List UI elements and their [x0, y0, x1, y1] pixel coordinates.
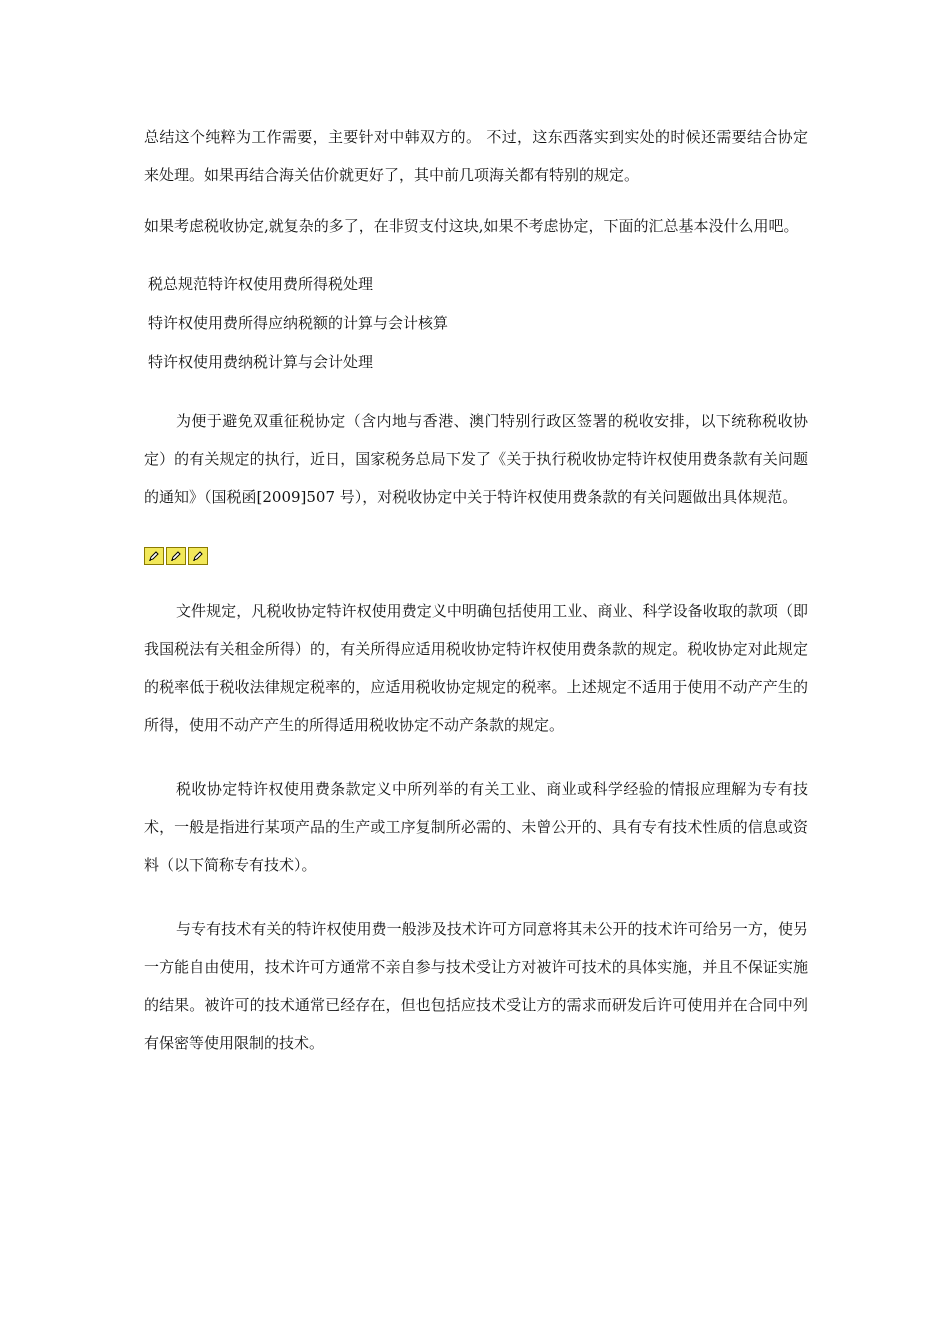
pencil-icon[interactable] [166, 547, 186, 565]
pencil-icon[interactable] [188, 547, 208, 565]
icon-row [144, 546, 808, 566]
document-page [144, 118, 808, 1062]
pencil-icon[interactable] [144, 547, 164, 565]
related-link-2[interactable]: 特许权使用费所得应纳税额的计算与会计核算 [148, 314, 449, 332]
body-paragraph-1: 为便于避免双重征税协定（含内地与香港、澳门特别行政区签署的税收安排，以下统称税收协定）的有关规定的执行，近日，国家税务总局下发了《关于执行税收协定特许权使用费条款有关问题的通知》（国税函[2009]507 号），对税收协定中关于特许权使用费条款的有关问题做出具体规范。 [144, 412, 808, 506]
intro-paragraph: 总结这个纯粹为工作需要，主要针对中韩双方的。 不过，这东西落实到实处的时候还需要结合协定来处理。如果再结合海关估价就更好了，其中前几项海关都有特别的规定。 [144, 128, 808, 184]
body-paragraph-2: 文件规定，凡税收协定特许权使用费定义中明确包括使用工业、商业、科学设备收取的款项（即我国税法有关租金所得）的，有关所得应适用税收协定特许权使用费条款的规定。税收协定对此规定的税率低于税收法律规定税率的，应适用税收协定规定的税率。上述规定不适用于使用不动产产生的所得，使用不动产产生的所得适用税收协定不动产条款的规定。 [144, 602, 808, 734]
intro-paragraph-2: 如果考虑税收协定,就复杂的多了，在非贸支付这块,如果不考虑协定，下面的汇总基本没什么用吧。 [144, 217, 799, 235]
body-paragraph-4: 与专有技术有关的特许权使用费一般涉及技术许可方同意将其未公开的技术许可给另一方，使另一方能自由使用，技术许可方通常不亲自参与技术受让方对被许可技术的具体实施，并且不保证实施的结果。被许可的技术通常已经存在，但也包括应技术受让方的需求而研发后许可使用并在合同中列有保密等使用限制的技术。 [144, 920, 808, 1052]
related-link-1[interactable]: 税总规范特许权使用费所得税处理 [148, 275, 374, 293]
body-paragraph-3: 税收协定特许权使用费条款定义中所列举的有关工业、商业或科学经验的情报应理解为专有技术，一般是指进行某项产品的生产或工序复制所必需的、未曾公开的、具有专有技术性质的信息或资料（以下简称专有技术）。 [144, 780, 808, 874]
related-link-3[interactable]: 特许权使用费纳税计算与会计处理 [148, 353, 374, 371]
